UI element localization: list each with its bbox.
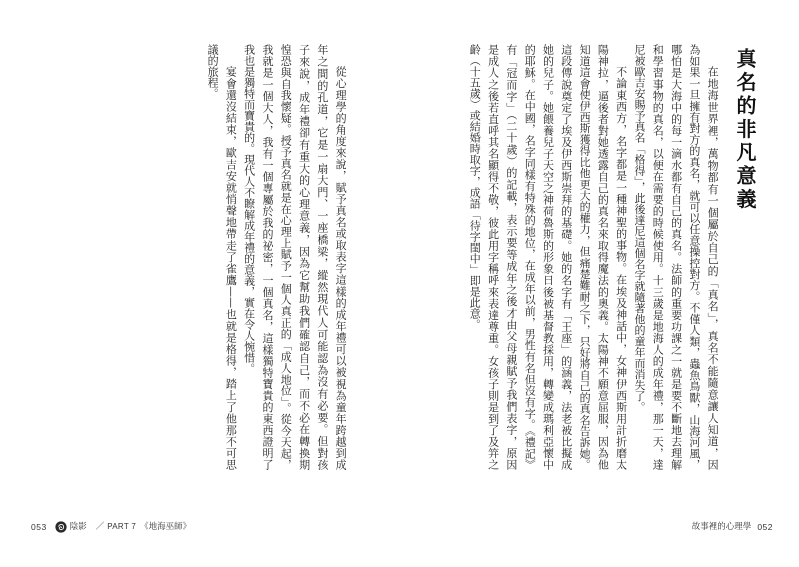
text-column: 知道這會使伊西斯獲得比他更大的權力，但痛楚難耐之下，只好將自己的真名告訴她。: [578, 44, 592, 470]
part-label: PART 7: [107, 522, 137, 531]
book-title: 《地海巫師》: [140, 522, 192, 532]
text-column: 她的兒子。她餵養兒子天空之神荷魯斯的形象日後被基督教採用，轉變成瑪利亞懷中: [541, 44, 555, 470]
text-column: 宴會還沒結束，歐吉安就悄聲地帶走了雀鷹——也就是格得，踏上了他那不可思: [224, 66, 238, 470]
text-column: 我也是獨特而寶貴的。現代人不瞭解成年禮的意義，實在令人惋惜。: [242, 44, 256, 374]
page-number: 052: [757, 522, 773, 532]
text-column: 子來說，成年禮卻有重大的心理意義，因為它幫助我們確認自己，而不必在轉換期: [297, 44, 311, 470]
text-column: 陽神拉，逼後者對她透露自己的真名來取得魔法的奧義。太陽神不願意屈服，因為他: [596, 44, 610, 470]
right-page-footer: [692, 521, 773, 533]
chapter-emblem-icon: [55, 521, 67, 533]
text-column: 從心理學的角度來說，賦予真名或取表字這樣的成年禮可以被視為童年跨越到成: [334, 66, 348, 470]
text-column: 這段傳說奠定了埃及伊西斯崇拜的基礎。她的名字有「王座」的涵義，法老被比擬成: [559, 44, 573, 470]
right-page: [400, 0, 799, 567]
text-column: 哪怕是大海中的每一滴水都有自己的真名。法師的重要功課之一就是要不斷地去理解: [669, 44, 683, 470]
running-title: 故事裡的心理學: [691, 522, 752, 532]
right-page-body-text: [465, 44, 721, 470]
text-column: 是成人之後若直呼其名顯得不敬，彼此用字稱呼來表達尊重。女孩子則是到了及笄之: [486, 44, 500, 470]
text-column: 年之間的孔道，它是一扇大門、一座橋梁，縱然現代人可能認為沒有必要。但對孩: [315, 44, 329, 470]
text-column: 為如果一旦擁有對方的真名，就可以任意操控對方。不僅人類，蟲魚鳥獸，山海河風，: [687, 44, 701, 470]
text-column: 議的旅程。: [206, 44, 220, 99]
section-name: 陰影: [69, 522, 87, 532]
left-page-footer: [31, 521, 191, 533]
page-number: 053: [31, 522, 47, 532]
text-column: 惶恐與自我懷疑。授予真名就是在心理上賦予一個人真正的「成人地位」。從今天起，: [279, 44, 293, 470]
text-column: 尼被歐吉安賜予真名「格得」，此後達尼這個名字就隨著他的童年而消失了。: [632, 44, 646, 413]
text-column: 在地海世界裡，萬物都有一個屬於自己的「真名」，真名不能隨意讓人知道，因: [706, 66, 720, 470]
left-page-body-text: [203, 44, 349, 470]
text-column: 和學習事物的真名，以便在需要的時候使用。十三歲是地海人的成年禮，那一天，達: [651, 44, 665, 470]
text-column: 的耶穌。在中國，名字同樣有特殊的地位，在成年以前，男性有名但沒有字。《禮記》: [523, 44, 537, 470]
left-page: [0, 0, 399, 567]
footer-separator: ／: [95, 522, 105, 532]
text-column: 不論東西方，名字都是一種神聖的事物。在埃及神話中，女神伊西斯用計折磨太: [614, 66, 628, 470]
text-column: 我就是一個大人，我有一個專屬於我的祕密，一個真名，這樣獨特寶貴的東西證明了: [260, 44, 274, 470]
text-column: 齡（十五歲）或結婚時取字，成語「待字閨中」即是此意。: [468, 44, 482, 330]
section-heading: 真名的非凡意義: [733, 48, 757, 212]
text-column: 有「冠而字」（二十歲）的記載，表示要等成年之後才由父母親賦予我們表字，原因: [504, 44, 518, 470]
